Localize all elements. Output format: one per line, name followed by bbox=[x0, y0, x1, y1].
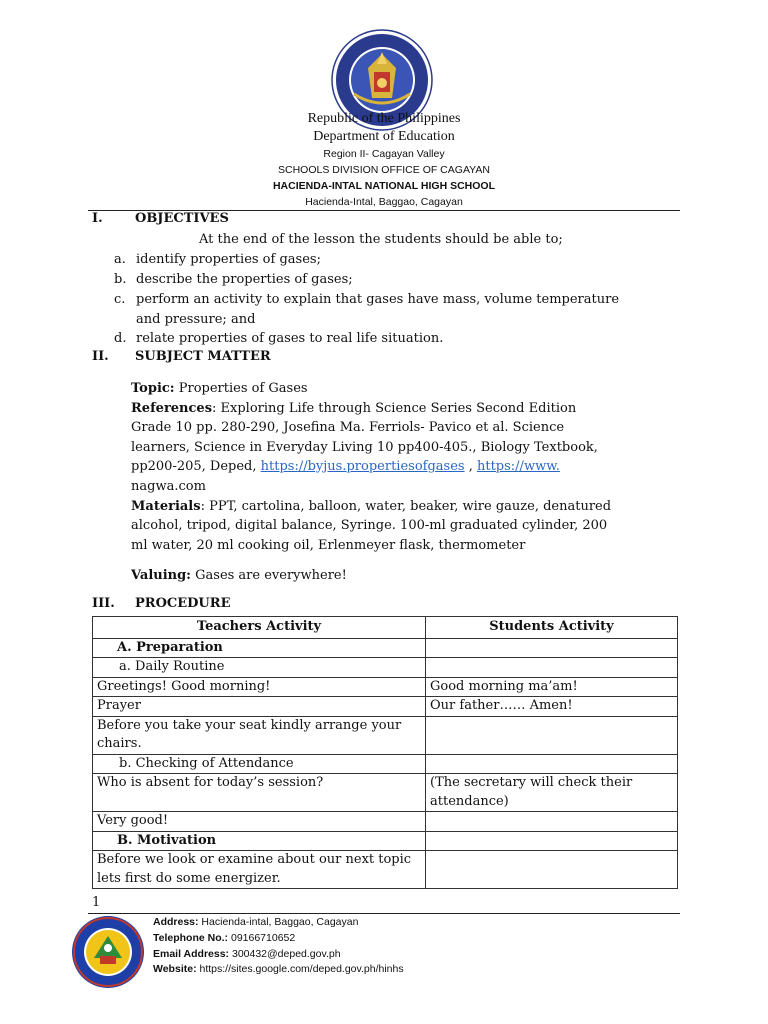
references-text: nagwa.com bbox=[131, 479, 206, 494]
header-division: SCHOOLS DIVISION OFFICE OF CAGAYAN bbox=[278, 164, 490, 176]
website-value[interactable]: https://sites.google.com/deped.gov.ph/hinhs bbox=[196, 963, 404, 975]
table-row bbox=[93, 754, 678, 774]
objectives-title: OBJECTIVES bbox=[135, 211, 229, 226]
references-label: References bbox=[131, 401, 213, 416]
table-row bbox=[93, 638, 678, 658]
table-row bbox=[93, 774, 678, 812]
materials-text: ml water, 20 ml cooking oil, Erlenmeyer flask, thermometer bbox=[131, 538, 526, 553]
student-cell bbox=[426, 851, 678, 889]
reference-link-nagwa[interactable]: https://www. bbox=[476, 459, 560, 474]
header-location: Hacienda-Intal, Baggao, Cagayan bbox=[305, 196, 463, 208]
teacher-cell: B. Motivation bbox=[93, 831, 426, 851]
email-label: Email Address: bbox=[153, 948, 230, 960]
materials-label: Materials bbox=[131, 499, 201, 514]
objective-item: perform an activity to explain that gases have mass, volume temperature bbox=[136, 292, 620, 307]
topic-label: Topic: bbox=[131, 381, 175, 396]
teacher-cell: Who is absent for today’s session? bbox=[93, 774, 426, 812]
procedure-table bbox=[92, 616, 678, 889]
student-cell bbox=[426, 812, 678, 832]
address-value: Hacienda-intal, Baggao, Cagayan bbox=[198, 916, 359, 928]
page-number: 1 bbox=[92, 895, 101, 910]
table-row bbox=[93, 658, 678, 678]
student-cell bbox=[426, 716, 678, 754]
objective-item: describe the properties of gases; bbox=[136, 272, 353, 287]
procedure-number: III. bbox=[92, 596, 115, 611]
objective-item: and pressure; and bbox=[136, 312, 256, 327]
student-cell bbox=[426, 638, 678, 658]
student-cell bbox=[426, 754, 678, 774]
phone-value: 09166710652 bbox=[228, 932, 296, 944]
objective-item: relate properties of gases to real life situation. bbox=[136, 331, 444, 346]
table-row bbox=[93, 812, 678, 832]
teacher-cell: b. Checking of Attendance bbox=[93, 754, 426, 774]
materials-line bbox=[131, 497, 611, 517]
table-row bbox=[93, 677, 678, 697]
teacher-cell: Before we look or examine about our next topic lets first do some energizer. bbox=[93, 851, 426, 889]
teacher-cell: Very good! bbox=[93, 812, 426, 832]
subject-matter-title: SUBJECT MATTER bbox=[135, 349, 271, 364]
table-header-row bbox=[93, 617, 678, 639]
objective-letter: c. bbox=[114, 292, 126, 307]
valuing-line bbox=[131, 566, 347, 586]
objectives-number: I. bbox=[92, 211, 103, 226]
valuing-text: Gases are everywhere! bbox=[191, 568, 347, 583]
footer-website bbox=[153, 962, 404, 978]
header-region: Region II- Cagayan Valley bbox=[323, 148, 445, 160]
topic-value: Properties of Gases bbox=[174, 381, 308, 396]
email-value[interactable]: 300432@deped.gov.ph bbox=[229, 948, 341, 960]
table-row bbox=[93, 851, 678, 889]
footer-email bbox=[153, 947, 341, 963]
table-row bbox=[93, 697, 678, 717]
materials-text: alcohol, tripod, digital balance, Syringe. 100-ml graduated cylinder, 200 bbox=[131, 518, 608, 533]
objective-letter: d. bbox=[114, 331, 127, 346]
subject-matter-number: II. bbox=[92, 349, 109, 364]
student-cell bbox=[426, 831, 678, 851]
header-school: HACIENDA-INTAL NATIONAL HIGH SCHOOL bbox=[272, 180, 496, 192]
references-line bbox=[131, 457, 560, 477]
teacher-cell: a. Daily Routine bbox=[93, 658, 426, 678]
objective-letter: a. bbox=[114, 252, 126, 267]
materials-text: : PPT, cartolina, balloon, water, beaker, wire gauze, denatured bbox=[200, 499, 612, 514]
student-cell: Good morning ma’am! bbox=[426, 677, 678, 697]
table-row bbox=[93, 831, 678, 851]
student-cell: Our father…… Amen! bbox=[426, 697, 678, 717]
reference-link-byjus[interactable]: https://byjus.propertiesofgases bbox=[260, 459, 465, 474]
footer-phone bbox=[153, 931, 295, 947]
references-text: Grade 10 pp. 280-290, Josefina Ma. Ferriols- Pavico et al. Science bbox=[131, 420, 565, 435]
footer-address bbox=[153, 915, 358, 931]
student-cell: (The secretary will check their attendance) bbox=[426, 774, 678, 812]
teacher-cell: Prayer bbox=[93, 697, 426, 717]
address-label: Address: bbox=[153, 916, 199, 928]
procedure-title: PROCEDURE bbox=[135, 596, 231, 611]
topic-line bbox=[131, 379, 308, 399]
footer-divider bbox=[88, 913, 680, 914]
references-line bbox=[131, 399, 576, 419]
header-department: Department of Education bbox=[313, 129, 455, 144]
table-row bbox=[93, 716, 678, 754]
phone-label: Telephone No.: bbox=[153, 932, 229, 944]
references-text: pp200-205, Deped, bbox=[131, 459, 261, 474]
objective-item: identify properties of gases; bbox=[136, 252, 321, 267]
students-activity-header: Students Activity bbox=[426, 617, 678, 639]
teachers-activity-header: Teachers Activity bbox=[93, 617, 426, 639]
link-separator: , bbox=[464, 459, 477, 474]
objectives-intro: At the end of the lesson the students should be able to; bbox=[199, 232, 563, 247]
header-republic: Republic of the Philippines bbox=[307, 111, 461, 126]
references-text: : Exploring Life through Science Series Second Edition bbox=[212, 401, 577, 416]
school-logo bbox=[70, 914, 146, 990]
objective-letter: b. bbox=[114, 272, 127, 287]
teacher-cell: Before you take your seat kindly arrange your chairs. bbox=[93, 716, 426, 754]
student-cell bbox=[426, 658, 678, 678]
website-label: Website: bbox=[153, 963, 197, 975]
teacher-cell: Greetings! Good morning! bbox=[93, 677, 426, 697]
teacher-cell: A. Preparation bbox=[93, 638, 426, 658]
references-text: learners, Science in Everyday Living 10 pp400-405., Biology Textbook, bbox=[131, 440, 598, 455]
valuing-label: Valuing: bbox=[131, 568, 191, 583]
